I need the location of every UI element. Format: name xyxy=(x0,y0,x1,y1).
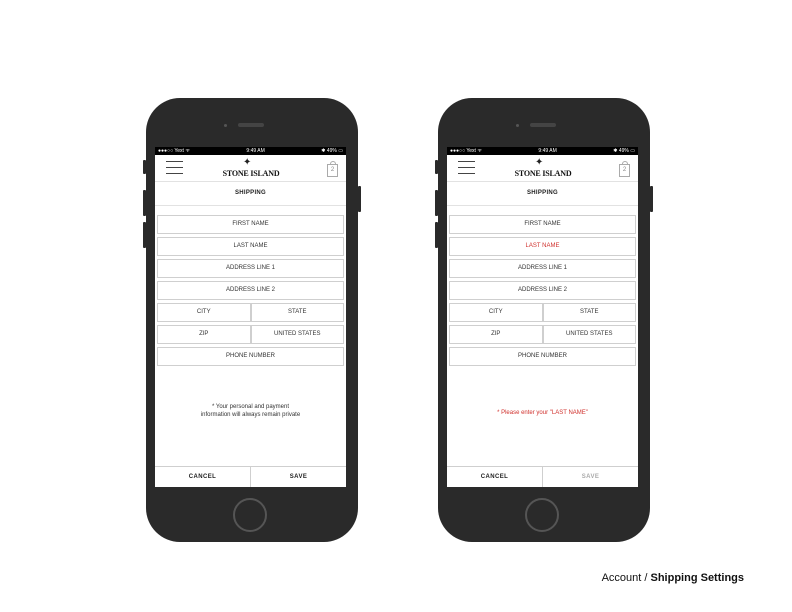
city-state-row xyxy=(449,303,636,325)
volume-down-button xyxy=(435,222,438,248)
zip-field[interactable]: ZIP xyxy=(449,325,543,344)
front-camera xyxy=(224,124,227,127)
earpiece-speaker xyxy=(238,123,264,127)
status-time: 9:49 AM xyxy=(246,148,265,154)
shipping-form xyxy=(447,206,638,366)
caption-title: Shipping Settings xyxy=(650,572,744,584)
address-line-2-field[interactable]: ADDRESS LINE 2 xyxy=(449,281,636,300)
privacy-note-line-2: information will always remain private xyxy=(200,412,301,418)
earpiece-speaker xyxy=(530,123,556,127)
state-field[interactable]: STATE xyxy=(251,303,345,322)
state-field[interactable]: STATE xyxy=(543,303,637,322)
page-title: SHIPPING xyxy=(447,182,638,206)
city-field[interactable]: CITY xyxy=(157,303,251,322)
home-button[interactable] xyxy=(525,498,559,532)
status-bar xyxy=(155,147,346,155)
action-bar xyxy=(155,466,346,487)
last-name-field[interactable]: LAST NAME xyxy=(157,237,344,256)
shopping-bag-icon[interactable]: 2 xyxy=(619,164,630,177)
last-name-field-error[interactable]: LAST NAME xyxy=(449,237,636,256)
city-state-row xyxy=(157,303,344,325)
first-name-field[interactable]: FIRST NAME xyxy=(157,215,344,234)
cancel-button[interactable]: CANCEL xyxy=(447,467,543,487)
volume-up-button xyxy=(435,190,438,216)
compass-star-icon: ✦ xyxy=(535,157,544,168)
page-caption xyxy=(602,572,744,584)
phone-right xyxy=(438,98,650,542)
privacy-note-line-1: * Your personal and payment xyxy=(211,404,290,410)
home-button[interactable] xyxy=(233,498,267,532)
first-name-field[interactable]: FIRST NAME xyxy=(449,215,636,234)
shipping-screen-error xyxy=(447,147,638,487)
address-line-1-field[interactable]: ADDRESS LINE 1 xyxy=(157,259,344,278)
phone-number-field[interactable]: PHONE NUMBER xyxy=(449,347,636,366)
hamburger-icon[interactable] xyxy=(166,161,183,174)
mute-switch xyxy=(435,160,438,174)
validation-error-message: * Please enter your "LAST NAME" xyxy=(497,410,588,416)
front-camera xyxy=(516,124,519,127)
phone-number-field[interactable]: PHONE NUMBER xyxy=(157,347,344,366)
carrier-signal: ●●●○○ Yext ᯤ xyxy=(450,148,482,154)
power-button xyxy=(358,186,361,212)
stone-island-logo[interactable] xyxy=(513,158,573,180)
zip-country-row xyxy=(157,325,344,347)
privacy-note xyxy=(155,403,346,419)
zip-field[interactable]: ZIP xyxy=(157,325,251,344)
app-header xyxy=(447,155,638,182)
shipping-screen xyxy=(155,147,346,487)
country-select[interactable]: UNITED STATES xyxy=(251,325,345,344)
hamburger-icon[interactable] xyxy=(458,161,475,174)
status-time: 9:49 AM xyxy=(538,148,557,154)
volume-up-button xyxy=(143,190,146,216)
city-field[interactable]: CITY xyxy=(449,303,543,322)
battery-status: ✱ 49% ▭ xyxy=(321,148,343,154)
volume-down-button xyxy=(143,222,146,248)
address-line-2-field[interactable]: ADDRESS LINE 2 xyxy=(157,281,344,300)
carrier-signal: ●●●○○ Yext ᯤ xyxy=(158,148,190,154)
cancel-button[interactable]: CANCEL xyxy=(155,467,251,487)
battery-status: ✱ 49% ▭ xyxy=(613,148,635,154)
shipping-form xyxy=(155,206,346,366)
page-title: SHIPPING xyxy=(155,182,346,206)
compass-star-icon: ✦ xyxy=(243,157,252,168)
address-line-1-field[interactable]: ADDRESS LINE 1 xyxy=(449,259,636,278)
save-button[interactable]: SAVE xyxy=(289,474,308,480)
country-select[interactable]: UNITED STATES xyxy=(543,325,637,344)
status-bar xyxy=(447,147,638,155)
app-header xyxy=(155,155,346,182)
logo-text: STONE ISLAND xyxy=(222,169,280,178)
zip-country-row xyxy=(449,325,636,347)
stone-island-logo[interactable] xyxy=(221,158,281,180)
save-button-disabled[interactable]: SAVE xyxy=(581,474,600,480)
action-bar xyxy=(447,466,638,487)
mute-switch xyxy=(143,160,146,174)
logo-text: STONE ISLAND xyxy=(514,169,572,178)
caption-breadcrumb: Account / xyxy=(601,572,651,584)
shopping-bag-icon[interactable]: 2 xyxy=(327,164,338,177)
power-button xyxy=(650,186,653,212)
phone-left xyxy=(146,98,358,542)
